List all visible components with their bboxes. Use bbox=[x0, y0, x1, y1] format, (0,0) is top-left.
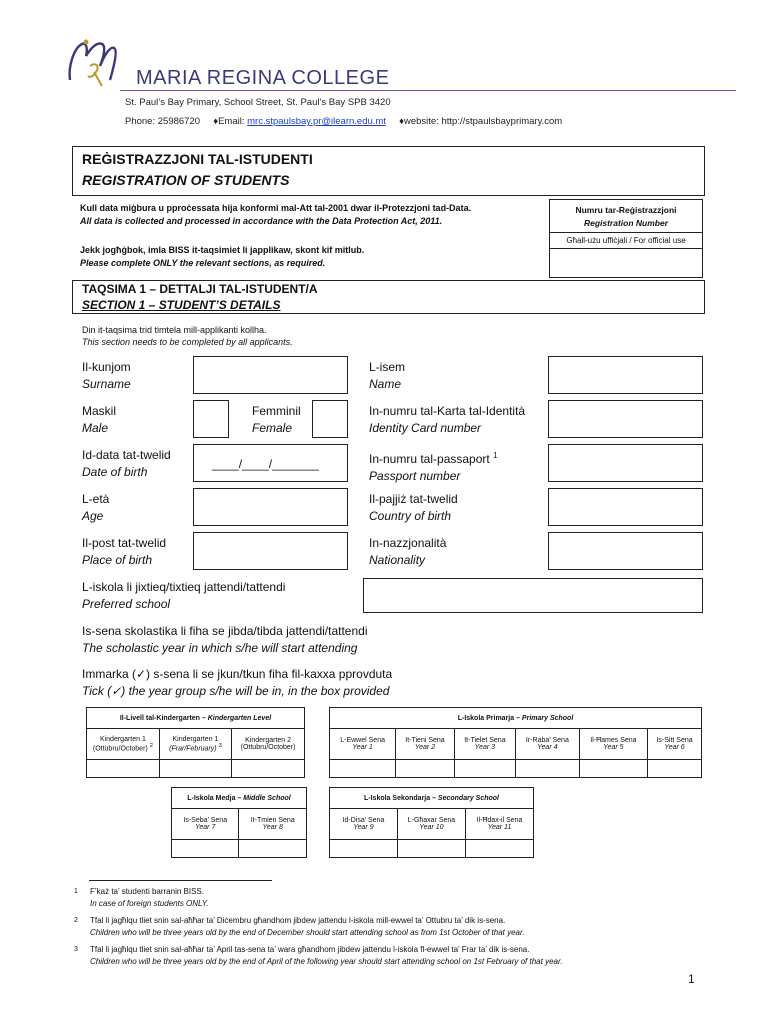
reg-title-mt: Numru tar-Reġistrazzjoni bbox=[575, 205, 677, 215]
dob-input[interactable] bbox=[193, 444, 348, 482]
primary-col-5: Il-Ħames Sena Year 5 bbox=[579, 729, 647, 760]
surname-input[interactable] bbox=[193, 356, 348, 394]
email-link[interactable]: mrc.stpaulsbay.pr@ilearn.edu.mt bbox=[247, 116, 386, 127]
female-label: Femminil Female bbox=[252, 404, 301, 435]
kindergarten-table bbox=[86, 707, 305, 778]
title-mt: REĠISTRAZZJONI TAL-ISTUDENTI bbox=[82, 151, 313, 167]
primary-col-6: Is-Sitt Sena Year 6 bbox=[648, 729, 702, 760]
secondary-col-1: Id-Disa’ Sena Year 9 bbox=[330, 809, 398, 840]
title-en: REGISTRATION OF STUDENTS bbox=[82, 172, 290, 188]
middle-tick-1[interactable] bbox=[172, 840, 239, 858]
footnote-3-num: 3 bbox=[74, 946, 78, 953]
phone: Phone: 25986720 bbox=[125, 116, 201, 127]
secondary-col-3: Il-Ħdax-il Sena Year 11 bbox=[466, 809, 534, 840]
middle-header: L-Iskola Medja – Middle School bbox=[172, 788, 307, 809]
male-checkbox[interactable] bbox=[193, 400, 229, 438]
secondary-col-2: L-Għaxar Sena Year 10 bbox=[397, 809, 465, 840]
country-label: Il-pajjiż tat-twelid Country of birth bbox=[369, 492, 458, 523]
registration-number-box bbox=[549, 199, 703, 278]
surname-label: Il-kunjom Surname bbox=[82, 360, 131, 391]
name-input[interactable] bbox=[548, 356, 703, 394]
intro-line1-en: All data is collected and processed in accordance with the Data Protection Act, 2011. bbox=[80, 216, 443, 226]
year-label: Is-sena skolastika li fiha se jibda/tibda jattendi/tattendi The scholastic year in which s/he will start attending bbox=[82, 624, 368, 655]
primary-tick-5[interactable] bbox=[579, 760, 647, 778]
kinder-col-1: Kindergarten 1 (Ottubru/October) $^2$ bbox=[87, 729, 160, 760]
kinder-col-2: Kindergarten 1 (Frar/February) $^3$ bbox=[159, 729, 231, 760]
contact-line bbox=[125, 116, 562, 127]
primary-col-2: It-Tieni Sena Year 2 bbox=[396, 729, 455, 760]
primary-col-3: It-Tielet Sena Year 3 bbox=[454, 729, 515, 760]
school-label: L-iskola li jixtieq/tixtieq jattendi/tattendi Preferred school bbox=[82, 580, 286, 611]
official-use-label: Għall-użu uffiċjali / For official use bbox=[550, 234, 702, 249]
secondary-table bbox=[329, 787, 534, 858]
name-label: L-isem Name bbox=[369, 360, 406, 391]
section1-header bbox=[72, 280, 705, 314]
age-input[interactable] bbox=[193, 488, 348, 526]
passport-input[interactable] bbox=[548, 444, 703, 482]
place-label: Il-post tat-twelid Place of birth bbox=[82, 536, 167, 567]
footnote-1: F’każ ta’ studenti barranin BISS. In case of foreign students ONLY. bbox=[90, 887, 209, 908]
middle-table bbox=[171, 787, 307, 858]
kinder-header: Il-Livell tal-Kindergarten – Kindergarten Level bbox=[87, 708, 305, 729]
idcard-input[interactable] bbox=[548, 400, 703, 438]
school-address: St. Paul’s Bay Primary, School Street, St. Paul’s Bay SPB 3420 bbox=[125, 97, 391, 108]
section1-title-en: SECTION 1 – STUDENT’S DETAILS bbox=[82, 298, 281, 312]
header-rule bbox=[120, 90, 736, 91]
nationality-input[interactable] bbox=[548, 532, 703, 570]
primary-header: L-Iskola Primarja – Primary School bbox=[330, 708, 702, 729]
footnote-2-num: 2 bbox=[74, 917, 78, 924]
tick-instruction: Immarka (✓) s-sena li se jkun/tkun fiha fil-kaxxa pprovduta Tick (✓) the year group s/he will be in, in the box provided bbox=[82, 667, 393, 698]
primary-tick-2[interactable] bbox=[396, 760, 455, 778]
kinder-tick-3[interactable] bbox=[232, 760, 305, 778]
place-input[interactable] bbox=[193, 532, 348, 570]
middle-col-2: It-Tmien Sena Year 8 bbox=[239, 809, 307, 840]
middle-tick-2[interactable] bbox=[239, 840, 307, 858]
primary-tick-6[interactable] bbox=[648, 760, 702, 778]
footnote-rule bbox=[89, 880, 272, 881]
school-input[interactable] bbox=[363, 578, 703, 613]
primary-tick-4[interactable] bbox=[516, 760, 580, 778]
kinder-col-3: Kindergarten 2 (Ottubru/October) bbox=[232, 729, 305, 760]
male-label: Maskil Male bbox=[82, 404, 117, 435]
primary-table bbox=[329, 707, 702, 778]
passport-label: In-numru tal-passaport $^1$ Passport number bbox=[369, 451, 498, 483]
intro-line1-mt: Kull data miġbura u pproċessata hija konformi mal-Att tal-2001 dwar il-Protezzjoni tad-Data. bbox=[80, 203, 472, 213]
dob-label: Id-data tat-twelid Date of birth bbox=[82, 448, 171, 479]
reg-box-title bbox=[550, 200, 702, 233]
kinder-tick-2[interactable] bbox=[159, 760, 231, 778]
intro-line2-en: Please complete ONLY the relevant sections, as required. bbox=[80, 258, 326, 268]
footnote-3: Tfal li jagħlqu tliet snin sal-aħħar ta’ April tas-sena ta’ wara għandhom jibdew jattendu l-iskola fl-ewwel ta’ Frar ta’ dik is-sena. Children who will be three years old by the end of April of the following year should start attending school on 1st February of that year. bbox=[90, 945, 563, 966]
footnote-1-num: 1 bbox=[74, 888, 78, 895]
secondary-tick-2[interactable] bbox=[397, 840, 465, 858]
title-box bbox=[72, 146, 705, 196]
dob-placeholder: ____/____/_______ bbox=[212, 457, 319, 471]
primary-tick-3[interactable] bbox=[454, 760, 515, 778]
section1-note-en: This section needs to be completed by all applicants. bbox=[82, 337, 293, 347]
section1-title-mt: TAQSIMA 1 – DETTALJI TAL-ISTUDENT/A bbox=[82, 282, 318, 296]
footnote-2: Tfal li jagħlqu tliet snin sal-aħħar ta’ Diċembru għandhom jibdew jattendu l-iskola mill-ewwel ta’ Ottubru ta’ dik is-sena. Children who will be three years old by the end of December should start attending school as from 1st October of that year. bbox=[90, 916, 525, 937]
primary-col-1: L-Ewwel Sena Year 1 bbox=[330, 729, 396, 760]
middle-col-1: Is-Seba’ Sena Year 7 bbox=[172, 809, 239, 840]
college-logo bbox=[64, 36, 122, 90]
website[interactable]: ♦website: http://stpaulsbayprimary.com bbox=[399, 116, 563, 127]
secondary-header: L-Iskola Sekondarja – Secondary School bbox=[330, 788, 534, 809]
secondary-tick-3[interactable] bbox=[466, 840, 534, 858]
female-checkbox[interactable] bbox=[312, 400, 348, 438]
page-number: 1 bbox=[688, 972, 695, 986]
section1-note-mt: Din it-taqsima trid timtela mill-applikanti kollha. bbox=[82, 325, 267, 335]
email-label: ♦Email: bbox=[213, 116, 245, 127]
primary-tick-1[interactable] bbox=[330, 760, 396, 778]
age-label: L-età Age bbox=[82, 492, 110, 523]
secondary-tick-1[interactable] bbox=[330, 840, 398, 858]
intro-line2-mt: Jekk jogħġbok, imla BISS it-taqsimiet li japplikaw, skont kif mitlub. bbox=[80, 245, 365, 255]
country-input[interactable] bbox=[548, 488, 703, 526]
nationality-label: In-nazzjonalità Nationality bbox=[369, 536, 447, 567]
reg-title-en: Registration Number bbox=[583, 218, 669, 228]
kinder-tick-1[interactable] bbox=[87, 760, 160, 778]
primary-col-4: Ir-Raba’ Sena Year 4 bbox=[516, 729, 580, 760]
college-name: MARIA REGINA COLLEGE bbox=[136, 67, 390, 89]
idcard-label: In-numru tal-Karta tal-Identità Identity Card number bbox=[369, 404, 526, 435]
